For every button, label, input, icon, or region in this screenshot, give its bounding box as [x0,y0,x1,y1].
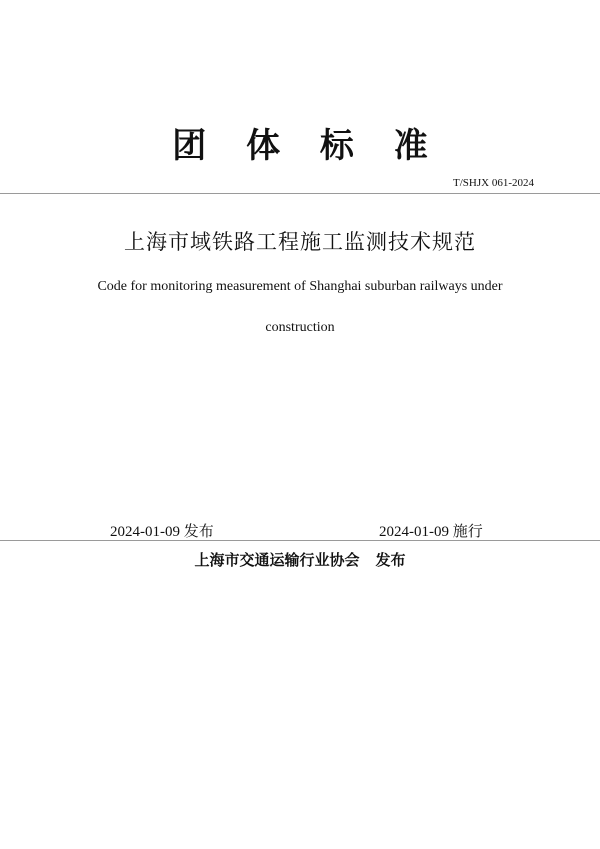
issuer-name: 上海市交通运输行业协会 [194,551,360,569]
top-divider [0,193,600,194]
english-title-line-2: construction [265,320,335,335]
english-title-line-1: Code for monitoring measurement of Shanghai suburban railways under [97,279,503,294]
issuer-action: 发布 [375,551,406,569]
standard-type-heading: 团 体 标 准 [172,126,442,166]
bottom-divider [0,540,600,541]
implementation-date: 2024-01-09 施行 [379,524,483,540]
issuer-line [0,549,600,570]
standard-number: T/SHJX 061-2024 [453,177,534,189]
chinese-title: 上海市域铁路工程施工监测技术规范 [124,230,476,254]
issue-date: 2024-01-09 发布 [110,524,214,540]
